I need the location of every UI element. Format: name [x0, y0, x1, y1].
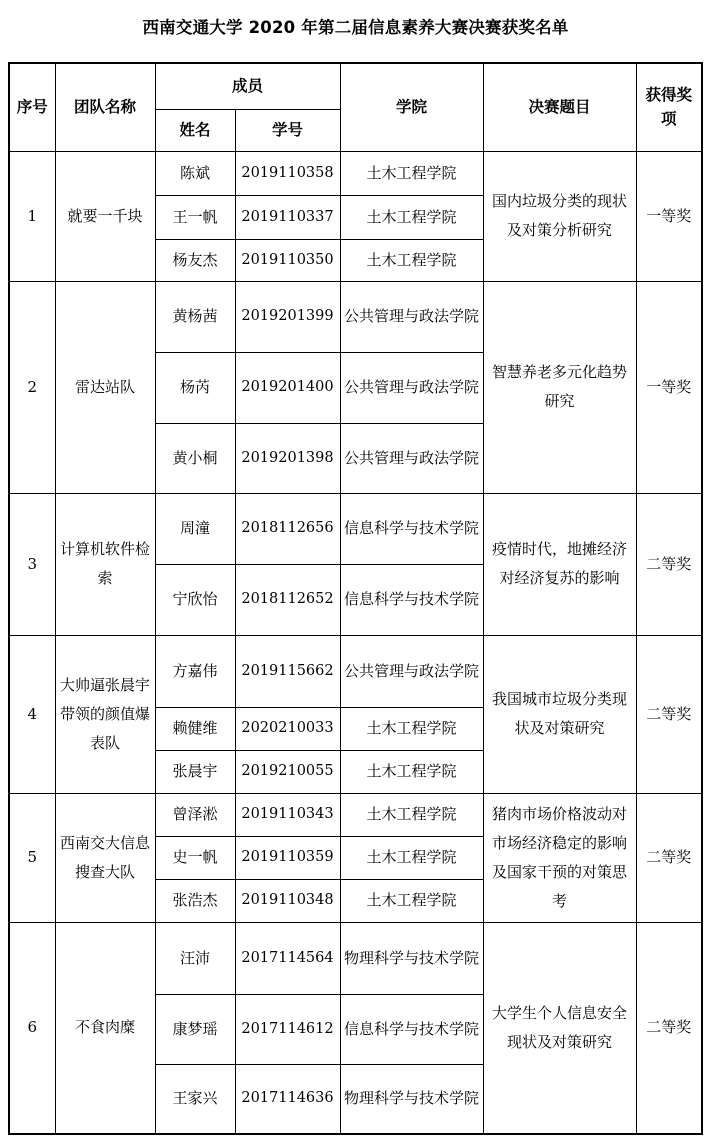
- team-no: 1: [9, 151, 55, 281]
- team-award: 一等奖: [636, 151, 702, 281]
- page-title: 西南交通大学 2020 年第二届信息素养大赛决赛获奖名单: [142, 18, 569, 37]
- member-college: 公共管理与政法学院: [340, 423, 483, 493]
- member-college: 信息科学与技术学院: [340, 493, 483, 564]
- team-award: 一等奖: [636, 281, 702, 493]
- member-sid: 2019201399: [235, 281, 340, 352]
- member-name: 王家兴: [155, 1064, 235, 1134]
- member-college: 土木工程学院: [340, 836, 483, 879]
- member-college: 信息科学与技术学院: [340, 564, 483, 635]
- member-name: 黄小桐: [155, 423, 235, 493]
- member-college: 公共管理与政法学院: [340, 281, 483, 352]
- member-sid: 2017114636: [235, 1064, 340, 1134]
- team-award: 二等奖: [636, 793, 702, 922]
- team-topic: 智慧养老多元化趋势研究: [483, 281, 636, 493]
- member-sid: 2018112656: [235, 493, 340, 564]
- member-sid: 2018112652: [235, 564, 340, 635]
- member-college: 物理科学与技术学院: [340, 1064, 483, 1134]
- table-row: [9, 151, 702, 195]
- member-sid: 2019210055: [235, 750, 340, 793]
- member-sid: 2017114612: [235, 994, 340, 1064]
- team-award: 二等奖: [636, 635, 702, 793]
- member-sid: 2019115662: [235, 635, 340, 707]
- table-row: [9, 635, 702, 707]
- team-name: 计算机软件检索: [55, 493, 155, 635]
- table-row: [9, 493, 702, 564]
- team-no: 2: [9, 281, 55, 493]
- member-name: 康梦瑶: [155, 994, 235, 1064]
- header-no: 序号: [9, 63, 55, 151]
- member-sid: 2019110348: [235, 879, 340, 922]
- header-name: 姓名: [155, 109, 235, 151]
- awards-table: [8, 62, 703, 1135]
- team-topic: 国内垃圾分类的现状及对策分析研究: [483, 151, 636, 281]
- header-members: 成员: [155, 63, 340, 109]
- member-college: 信息科学与技术学院: [340, 994, 483, 1064]
- team-name: 西南交大信息搜查大队: [55, 793, 155, 922]
- member-sid: 2019110359: [235, 836, 340, 879]
- member-name: 方嘉伟: [155, 635, 235, 707]
- member-sid: 2019110350: [235, 239, 340, 281]
- table-row: [9, 793, 702, 836]
- header-topic: 决赛题目: [483, 63, 636, 151]
- team-topic: 疫情时代，地摊经济对经济复苏的影响: [483, 493, 636, 635]
- member-name: 杨芮: [155, 352, 235, 423]
- team-no: 6: [9, 922, 55, 1134]
- member-name: 黄杨茜: [155, 281, 235, 352]
- member-name: 史一帆: [155, 836, 235, 879]
- member-name: 宁欣怡: [155, 564, 235, 635]
- member-college: 土木工程学院: [340, 151, 483, 195]
- team-name: 就要一千块: [55, 151, 155, 281]
- team-name: 大帅逼张晨宇带领的颜值爆表队: [55, 635, 155, 793]
- member-sid: 2019201398: [235, 423, 340, 493]
- team-topic: 猪肉市场价格波动对市场经济稳定的影响及国家干预的对策思考: [483, 793, 636, 922]
- member-college: 土木工程学院: [340, 707, 483, 750]
- member-sid: 2019110343: [235, 793, 340, 836]
- member-sid: 2017114564: [235, 922, 340, 994]
- member-college: 土木工程学院: [340, 750, 483, 793]
- member-name: 王一帆: [155, 195, 235, 239]
- member-name: 赖健维: [155, 707, 235, 750]
- member-college: 土木工程学院: [340, 195, 483, 239]
- member-college: 土木工程学院: [340, 793, 483, 836]
- header-award: 获得奖项: [636, 63, 702, 151]
- table-row: [9, 281, 702, 352]
- member-college: 土木工程学院: [340, 879, 483, 922]
- member-name: 杨友杰: [155, 239, 235, 281]
- member-sid: 2019110337: [235, 195, 340, 239]
- team-topic: 我国城市垃圾分类现状及对策研究: [483, 635, 636, 793]
- member-college: 公共管理与政法学院: [340, 635, 483, 707]
- team-no: 5: [9, 793, 55, 922]
- header-college: 学院: [340, 63, 483, 151]
- member-sid: 2019201400: [235, 352, 340, 423]
- header-sid: 学号: [235, 109, 340, 151]
- team-topic: 大学生个人信息安全现状及对策研究: [483, 922, 636, 1134]
- member-college: 土木工程学院: [340, 239, 483, 281]
- team-name: 不食肉糜: [55, 922, 155, 1134]
- member-name: 张浩杰: [155, 879, 235, 922]
- team-award: 二等奖: [636, 922, 702, 1134]
- team-name: 雷达站队: [55, 281, 155, 493]
- member-sid: 2019110358: [235, 151, 340, 195]
- member-name: 曾泽淞: [155, 793, 235, 836]
- member-name: 汪沛: [155, 922, 235, 994]
- member-college: 物理科学与技术学院: [340, 922, 483, 994]
- member-name: 张晨宇: [155, 750, 235, 793]
- team-award: 二等奖: [636, 493, 702, 635]
- team-no: 3: [9, 493, 55, 635]
- member-name: 周潼: [155, 493, 235, 564]
- member-name: 陈斌: [155, 151, 235, 195]
- table-row: [9, 922, 702, 994]
- member-college: 公共管理与政法学院: [340, 352, 483, 423]
- header-team: 团队名称: [55, 63, 155, 151]
- team-no: 4: [9, 635, 55, 793]
- member-sid: 2020210033: [235, 707, 340, 750]
